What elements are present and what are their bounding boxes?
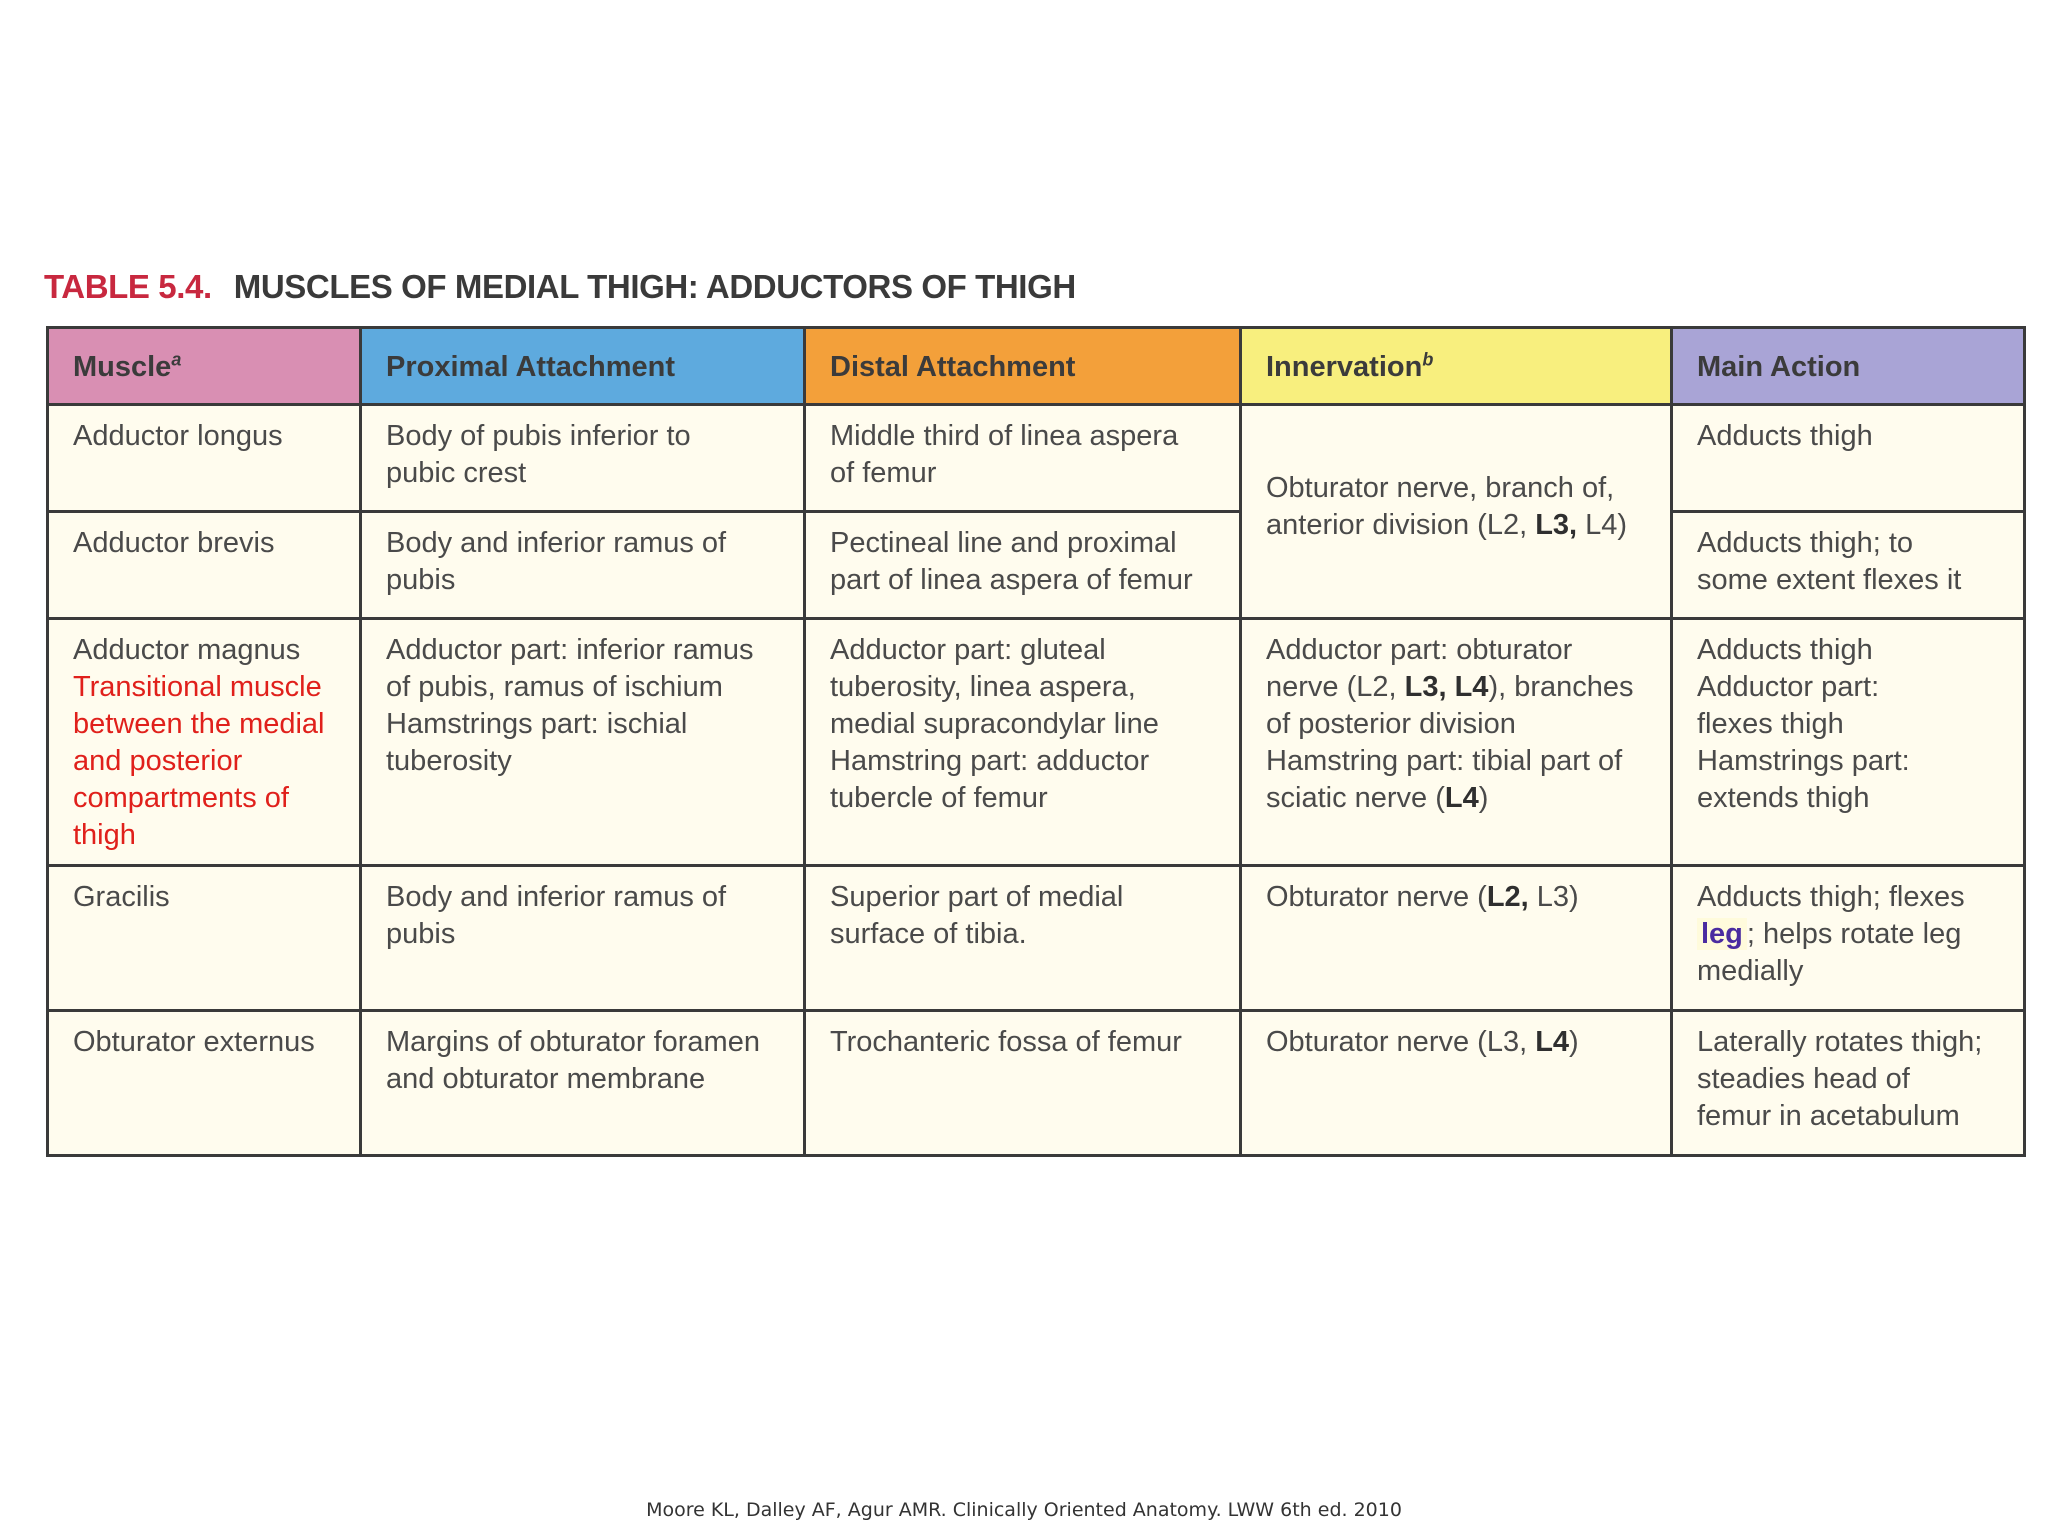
cell-distal: Adductor part: gluteal tuberosity, linea aspera, medial supracondylar line Hamstring part: adductor tubercle of femur xyxy=(805,619,1241,866)
cell-distal: Superior part of medial surface of tibia. xyxy=(805,866,1241,1011)
cell-muscle: Adductor brevis xyxy=(48,512,361,619)
cell-innervation: Obturator nerve (L3, L4) xyxy=(1241,1011,1672,1156)
cell-distal: Trochanteric fossa of femur xyxy=(805,1011,1241,1156)
table-number: TABLE 5.4. xyxy=(44,268,212,305)
table-title xyxy=(44,268,1076,306)
footnote-a: a xyxy=(171,348,182,369)
cell-action: Adducts thigh Adductor part: flexes thigh Hamstrings part: extends thigh xyxy=(1672,619,2025,866)
table-row xyxy=(48,512,2025,619)
table-row xyxy=(48,405,2025,512)
table-row xyxy=(48,619,2025,866)
muscle-note-line: compartments of thigh xyxy=(73,782,289,851)
cell-innervation: Obturator nerve (L2, L3) xyxy=(1241,866,1672,1011)
muscle-note-line: Transitional muscle xyxy=(73,671,322,703)
cell-muscle: Obturator externus xyxy=(48,1011,361,1156)
cell-muscle: Adductor magnus Transitional muscle between the medial and posterior compartments of thigh xyxy=(48,619,361,866)
header-distal-attachment: Distal Attachment xyxy=(805,328,1241,405)
highlighted-leg-word: leg xyxy=(1697,918,1747,950)
cell-action: Adducts thigh; to some extent flexes it xyxy=(1672,512,2025,619)
table-name: MUSCLES OF MEDIAL THIGH: ADDUCTORS OF THIGH xyxy=(233,268,1076,305)
cell-proximal: Adductor part: inferior ramus of pubis, ramus of ischium Hamstrings part: ischial tuberosity xyxy=(361,619,805,866)
cell-proximal: Body and inferior ramus of pubis xyxy=(361,866,805,1011)
citation: Moore KL, Dalley AF, Agur AMR. Clinically Oriented Anatomy. LWW 6th ed. 2010 xyxy=(646,1499,1402,1521)
cell-distal: Middle third of linea aspera of femur xyxy=(805,405,1241,512)
cell-muscle: Gracilis xyxy=(48,866,361,1011)
cell-distal: Pectineal line and proximal part of linea aspera of femur xyxy=(805,512,1241,619)
table-row xyxy=(48,866,2025,1011)
header-proximal-attachment: Proximal Attachment xyxy=(361,328,805,405)
header-innervation: Innervation$^b$ xyxy=(1241,328,1672,405)
cell-innervation: Adductor part: obturator nerve (L2, L3, L4), branches of posterior division Hamstring part: tibial part of sciatic nerve (L4) xyxy=(1241,619,1672,866)
cell-action: Laterally rotates thigh; steadies head of femur in acetabulum xyxy=(1672,1011,2025,1156)
cell-muscle: Adductor longus xyxy=(48,405,361,512)
cell-action: Adducts thigh xyxy=(1672,405,2025,512)
footnote-b: b xyxy=(1422,348,1434,369)
cell-proximal: Body and inferior ramus of pubis xyxy=(361,512,805,619)
muscle-note-line: and posterior xyxy=(73,745,243,777)
table-row xyxy=(48,1011,2025,1156)
muscle-note-line: between the medial xyxy=(73,708,325,740)
cell-proximal: Body of pubis inferior to pubic crest xyxy=(361,405,805,512)
adductors-table xyxy=(46,326,2026,1157)
cell-proximal: Margins of obturator foramen and obturator membrane xyxy=(361,1011,805,1156)
cell-innervation: Obturator nerve, branch of, anterior division (L2, L3, L4) xyxy=(1241,405,1672,619)
header-row xyxy=(48,328,2025,405)
header-muscle: Muscle$^a$ xyxy=(48,328,361,405)
header-main-action: Main Action xyxy=(1672,328,2025,405)
cell-action: Adducts thigh; flexes leg ; helps rotate leg medially xyxy=(1672,866,2025,1011)
